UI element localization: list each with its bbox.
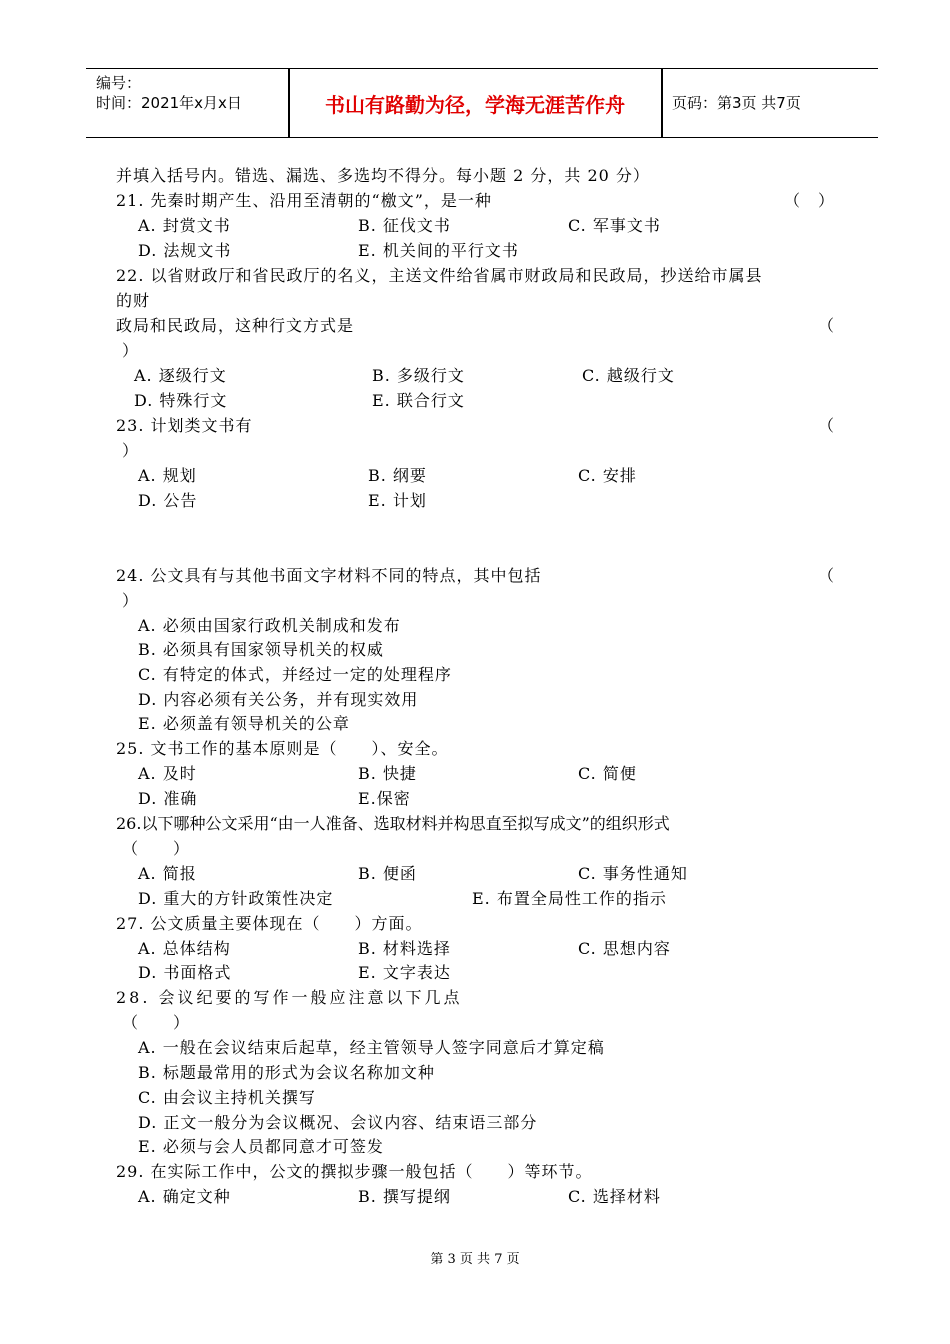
option: D. 书面格式 [138,963,232,982]
option: E. 文字表达 [358,963,451,982]
option: E. 必须盖有领导机关的公章 [138,714,350,733]
option: C. 由会议主持机关撰写 [138,1088,316,1107]
header-divider [661,69,663,137]
answer-bracket: ） [122,591,140,610]
question-22-cont: 政局和民政局，这种行文方式是 [116,316,355,335]
option: E.保密 [358,789,411,808]
question-23: 23. 计划类文书有 [116,416,253,435]
option: A. 规划 [138,466,197,485]
header-meta [96,73,242,113]
answer-bracket: （ ） [122,1013,191,1032]
page-footer: 第 3 页 共 7 页 [430,1252,520,1267]
answer-bracket: （ ） [122,839,191,858]
page-header [86,68,878,138]
option: B. 纲要 [368,466,427,485]
doc-number-label: 编号： [96,74,142,92]
instruction-line: 并填入括号内。错选、漏选、多选均不得分。每小题 2 分，共 20 分） [116,166,650,185]
option: E. 机关间的平行文书 [358,241,519,260]
answer-bracket: （ [818,416,836,435]
answer-bracket: （ [818,566,836,585]
question-22-cont: 的财 [116,291,151,310]
option: B. 快捷 [358,764,417,783]
option: A. 封赏文书 [138,216,231,235]
option: D. 法规文书 [138,241,232,260]
option: E. 计划 [368,491,427,510]
option: A. 确定文种 [138,1187,231,1206]
option: B. 材料选择 [358,939,451,958]
question-27: 27. 公文质量主要体现在（ ）方面。 [116,914,423,933]
option: B. 多级行文 [372,366,465,385]
question-24: 24. 公文具有与其他书面文字材料不同的特点，其中包括 [116,566,542,585]
question-28: 28. 会议纪要的写作一般应注意以下几点 [116,988,463,1007]
option: C. 思想内容 [578,939,671,958]
option: B. 必须具有国家领导机关的权威 [138,640,384,659]
header-motto: 书山有路勤为径，学海无涯苦作舟 [325,93,625,117]
option: B. 便函 [358,864,417,883]
doc-time-label: 时间：2021年x月x日 [96,94,242,112]
option: A. 简报 [138,864,197,883]
option: A. 及时 [138,764,197,783]
question-25: 25. 文书工作的基本原则是（ ）、安全。 [116,739,449,758]
option: B. 标题最常用的形式为会议名称加文种 [138,1063,435,1082]
header-divider [288,69,290,137]
option: B. 撰写提纲 [358,1187,451,1206]
answer-bracket: ） [122,441,140,460]
option: D. 重大的方针政策性决定 [138,889,334,908]
option: C. 越级行文 [582,366,675,385]
question-26: 26.以下哪种公文采用“由一人准备、选取材料并构思直至拟写成文”的组织形式 [116,814,670,833]
answer-bracket: （ ） [784,191,836,210]
option: D. 公告 [138,491,198,510]
option: C. 有特定的体式，并经过一定的处理程序 [138,665,452,684]
header-page-info: 页码：第3页 共7页 [672,94,801,112]
question-22: 22. 以省财政厅和省民政厅的名义，主送文件给省属市财政局和民政局，抄送给市属县 [116,266,763,285]
option: E. 必须与会人员都同意才可签发 [138,1137,384,1156]
option: D. 准确 [138,789,198,808]
option: C. 安排 [578,466,637,485]
answer-bracket: ） [122,341,140,360]
option: C. 选择材料 [568,1187,661,1206]
option: D. 特殊行文 [134,391,228,410]
option: A. 总体结构 [138,939,231,958]
option: B. 征伐文书 [358,216,451,235]
option: D. 正文一般分为会议概况、会议内容、结束语三部分 [138,1113,538,1132]
option: E. 布置全局性工作的指示 [472,889,667,908]
question-21: 21. 先秦时期产生、沿用至清朝的“檄文”，是一种 [116,191,492,210]
option: C. 事务性通知 [578,864,688,883]
answer-bracket: （ [818,316,836,335]
option: A. 逐级行文 [134,366,227,385]
question-29: 29. 在实际工作中，公文的撰拟步骤一般包括（ ）等环节。 [116,1162,593,1181]
option: C. 简便 [578,764,637,783]
option: E. 联合行文 [372,391,465,410]
option: C. 军事文书 [568,216,661,235]
option: A. 必须由国家行政机关制成和发布 [138,616,401,635]
option: A. 一般在会议结束后起草，经主管领导人签字同意后才算定稿 [138,1038,605,1057]
option: D. 内容必须有关公务，并有现实效用 [138,690,419,709]
